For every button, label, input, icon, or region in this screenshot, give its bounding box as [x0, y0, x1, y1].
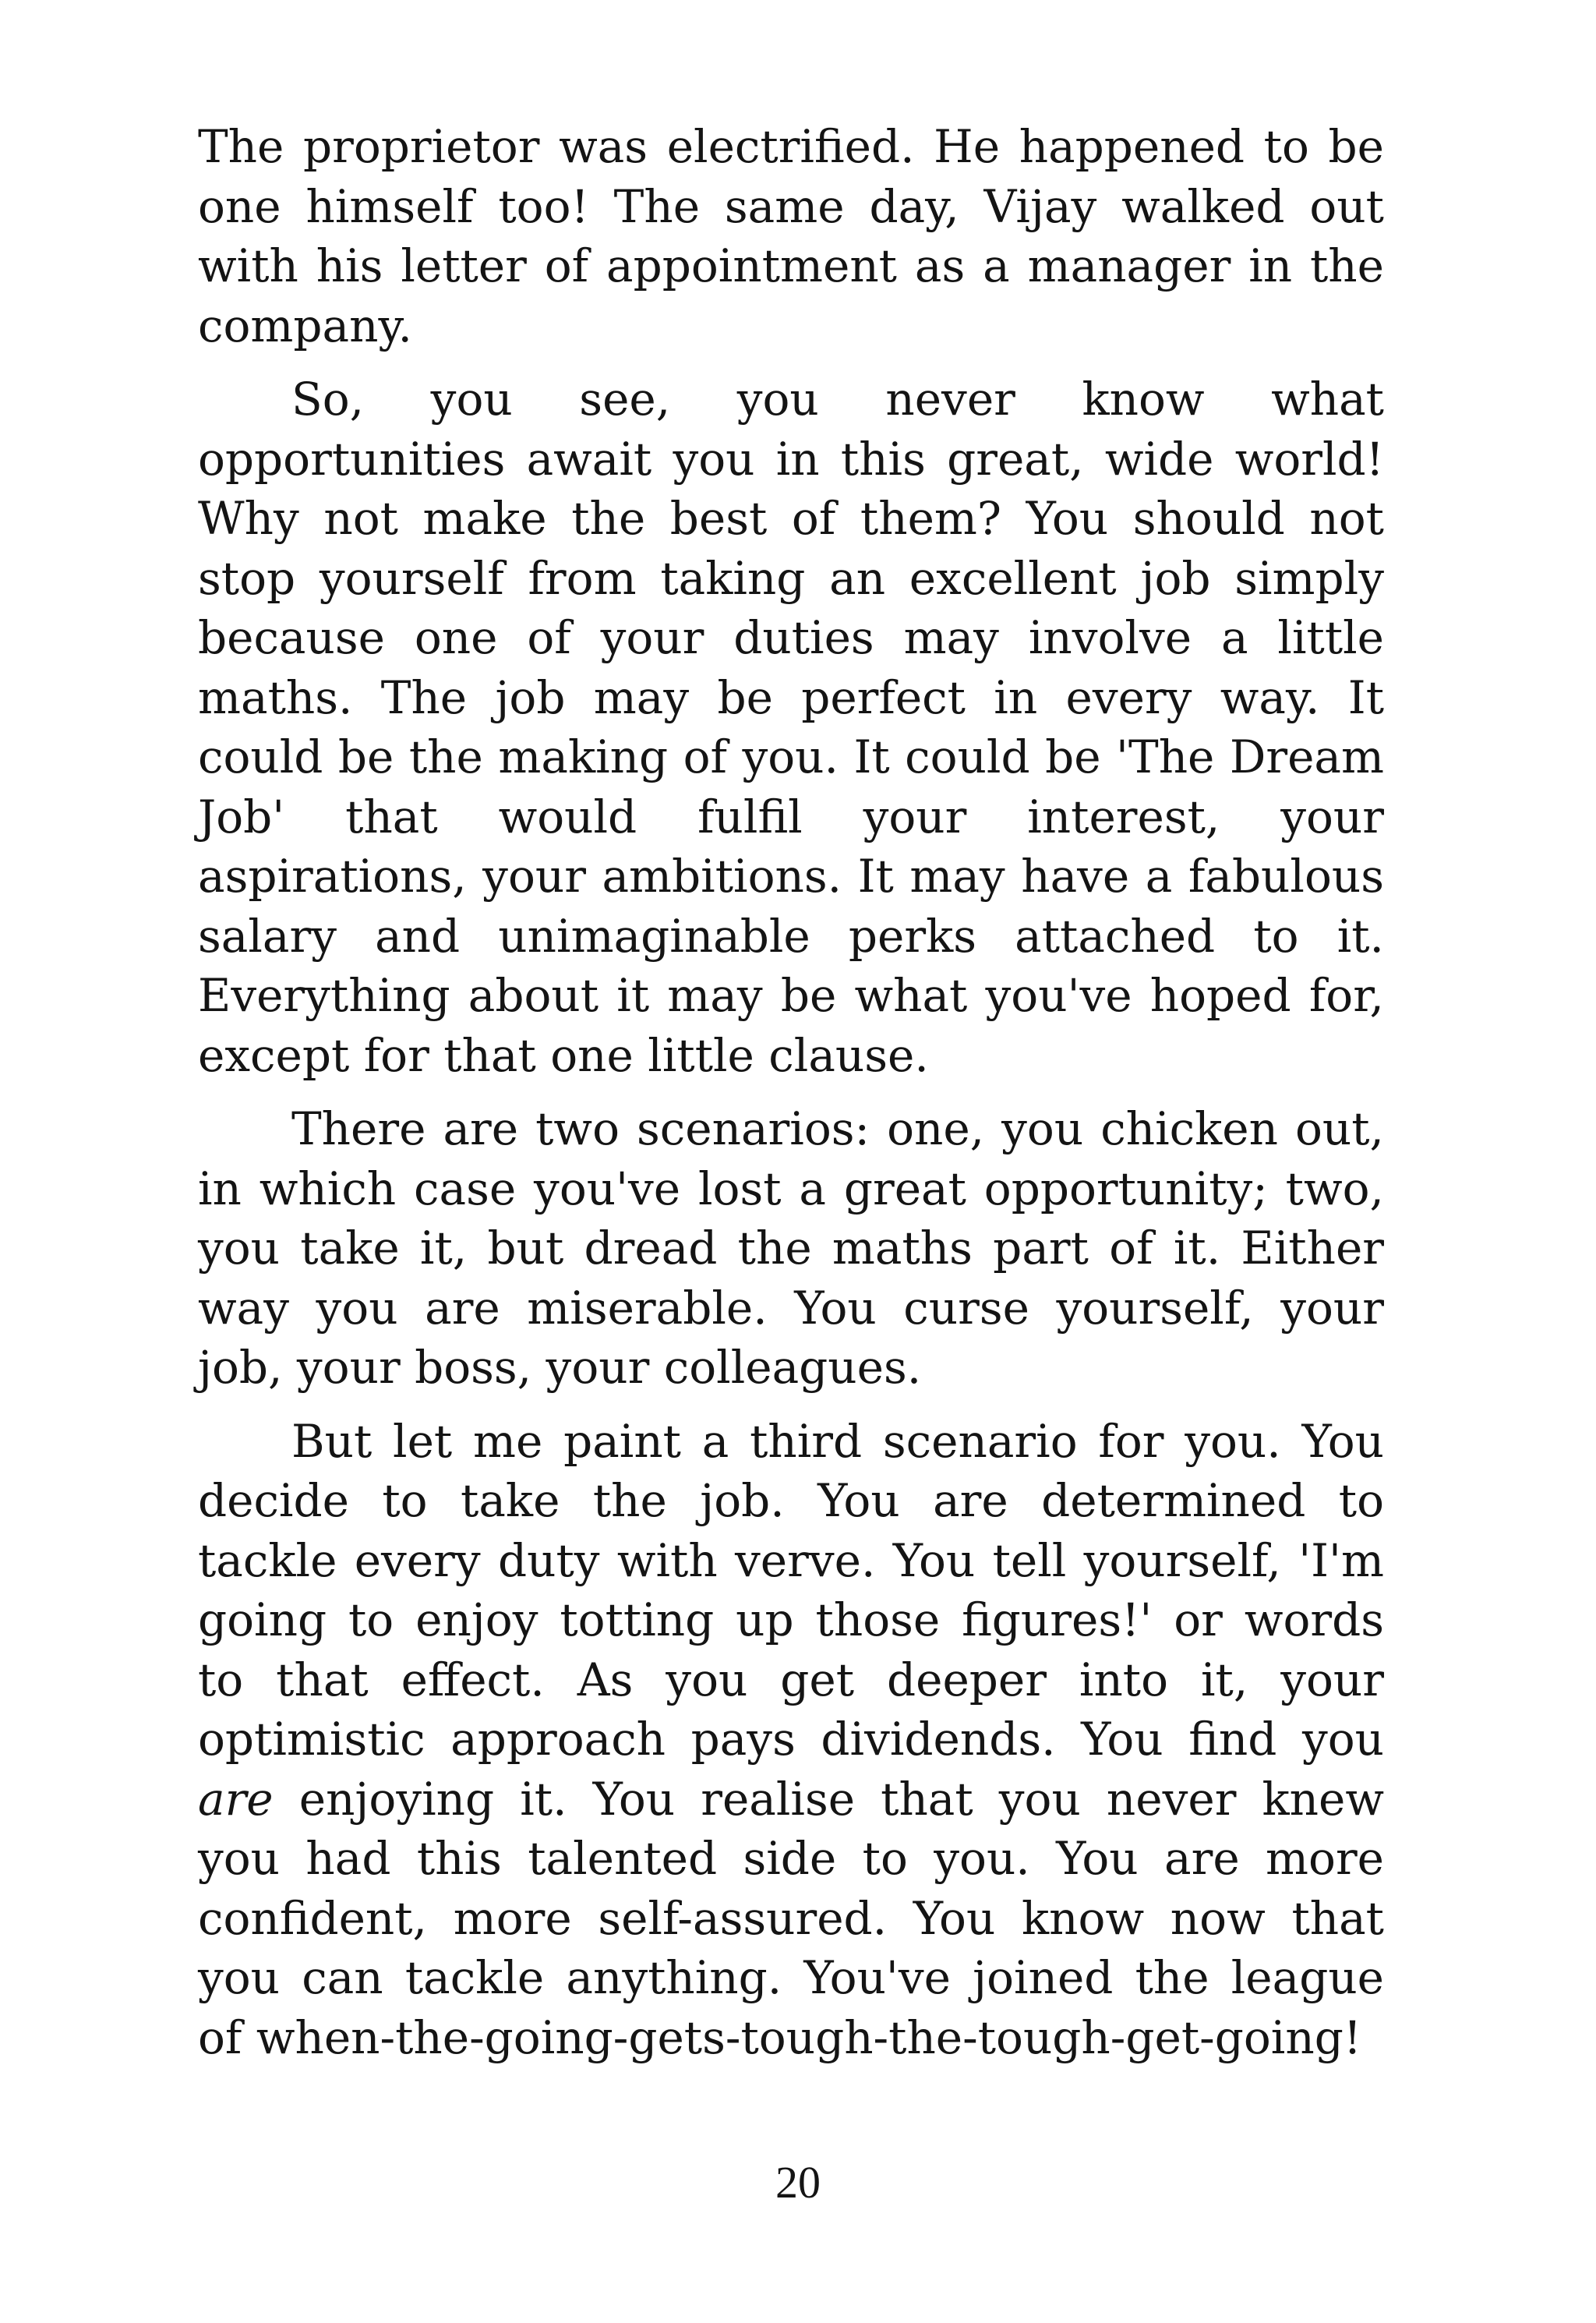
paragraph-3: There are two scenarios: one, you chicken out, in which case you've lost a great opportunity; two, you take it, but dread the maths part of it. Either way you are miserable. You curse yourself, your job, your boss, your colleagues. — [198, 1102, 1384, 1394]
paragraph-4 — [198, 1412, 1384, 2068]
paragraph-2: So, you see, you never know what opportunities await you in this great, wide world! Why not make the best of them? You should not stop yourself from taking an excellent job simply because one of your duties may involve a little maths. The job may be perfect in every way. It could be the making of you. It could be 'The Dream Job' that would fulfil your interest, your aspirations, your ambitions. It may have a fabulous salary and unimaginable perks attached to it. Everything about it may be what you've hoped for, except for that one little clause. — [198, 373, 1384, 1082]
paragraph-4-text-before-emphasis: But let me paint a third scenario for you. You decide to take the job. You are determined to tackle every duty with verve. You tell yourself, 'I'm going to enjoy totting up those figures!' or words to that effect. As you get deeper into it, your optimistic approach pays dividends. You find you — [198, 1414, 1384, 1766]
body-text — [198, 117, 1384, 2081]
page-number: 20 — [775, 2157, 821, 2208]
paragraph-4-emphasis: are — [198, 1772, 274, 1826]
paragraph-4-text-after-emphasis: enjoying it. You realise that you never knew you had this talented side to you. You are more confident, more self-assured. You know now that you can tackle anything. You've joined the league of when-the-going-gets-tough-the-tough-get-going! — [198, 1772, 1384, 2064]
paragraph-1: The proprietor was electrified. He happened to be one himself too! The same day, Vijay walked out with his letter of appointment as a manager in the company. — [198, 120, 1384, 352]
